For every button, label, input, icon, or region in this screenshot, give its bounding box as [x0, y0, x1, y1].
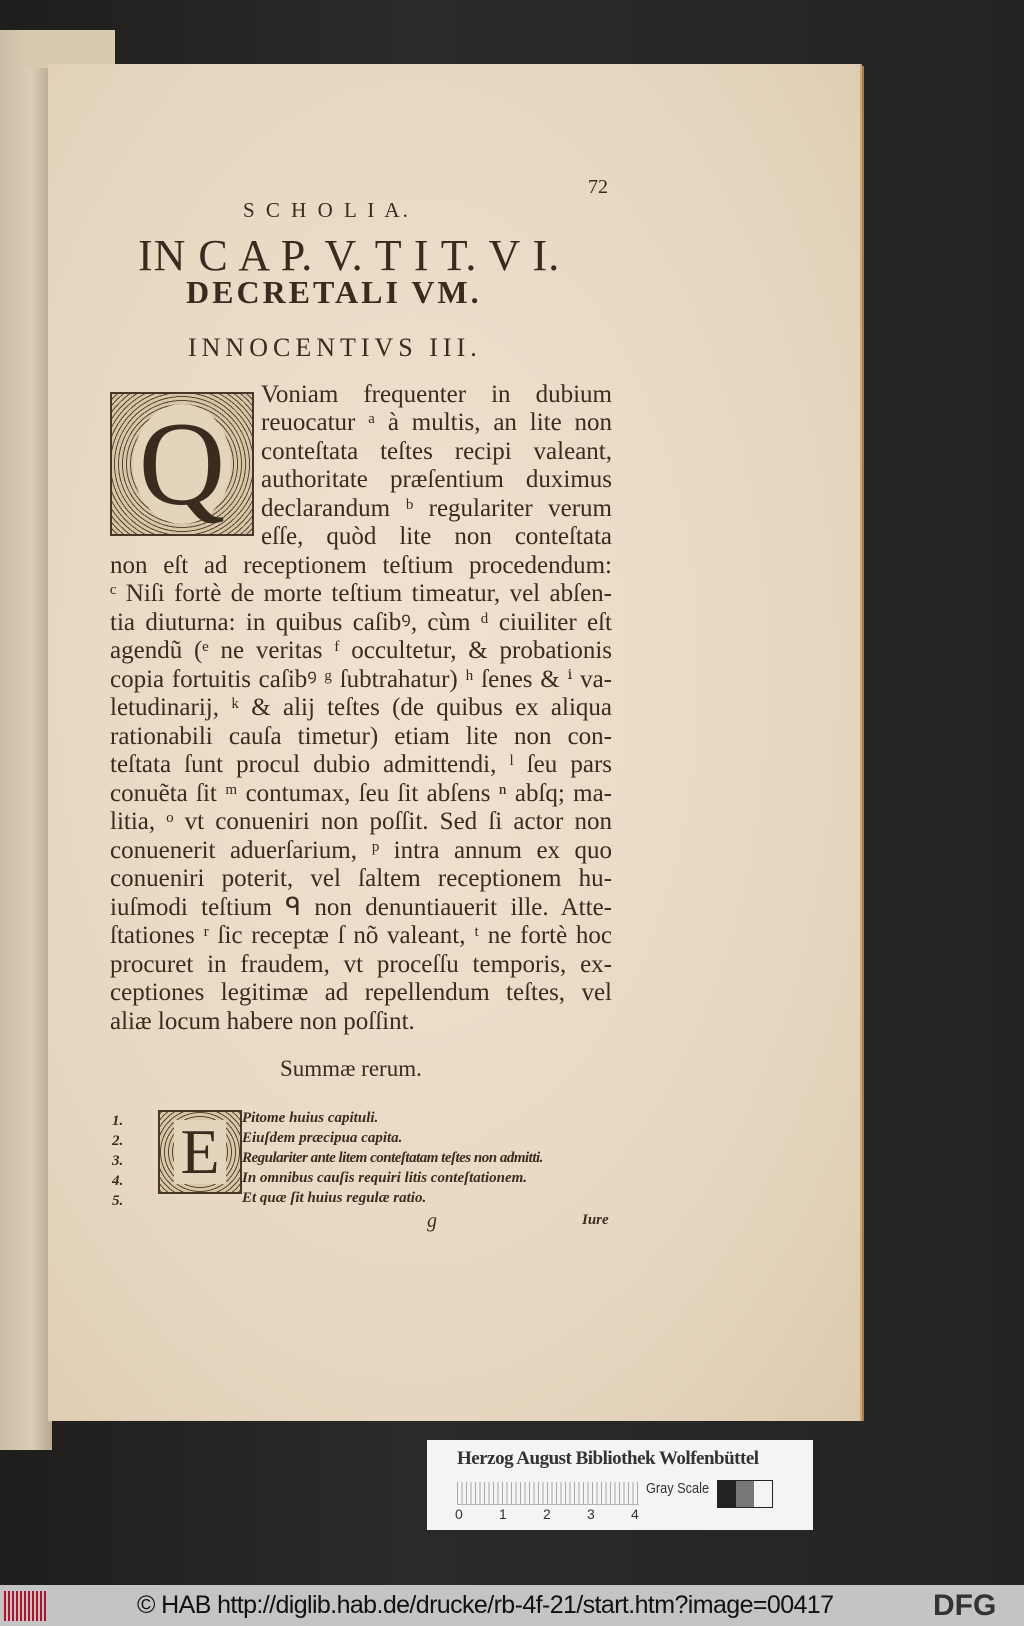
- body-line: eſſe, quòd lite non conteſtata: [261, 523, 612, 550]
- paper-tab: [20, 30, 115, 68]
- body-line: ceptiones legitimæ ad repellendum teſtes, vel: [110, 979, 612, 1006]
- heading-scholia: S C H O L I A.: [243, 198, 411, 222]
- body-line: conuẽta ſit ᵐ contumax, ſeu ſit abſens ⁿ abſq; ma-: [110, 780, 612, 807]
- footer-bar: [0, 1585, 1024, 1626]
- signature-mark: g: [427, 1210, 437, 1232]
- summary-num: 3.: [112, 1153, 124, 1169]
- body-line: agendũ (ᵉ ne veritas ᶠ occultetur, & probationis: [110, 637, 612, 664]
- body-line: teſtata ſunt procul dubio admittendi, ˡ ſeu pars: [110, 751, 612, 778]
- heading-author: INNOCENTIVS III.: [188, 333, 482, 362]
- body-line: ᶜ Niſi fortè de morte teſtium timeatur, vel abſen-: [110, 580, 612, 607]
- ruler-tick: 3: [587, 1506, 595, 1522]
- catchword: Iure: [582, 1212, 609, 1228]
- body-line: declarandum ᵇ regulariter verum: [261, 495, 612, 522]
- body-line: ſtationes ʳ ſic receptæ ſ nõ valeant, ᵗ ne fortè hoc: [110, 922, 612, 949]
- drop-cap-e: E: [158, 1110, 242, 1194]
- body-line: Voniam frequenter in dubium: [261, 381, 612, 408]
- ruler: [457, 1482, 639, 1505]
- body-line: authoritate præſentium duximus: [261, 466, 612, 493]
- ruler-tick: 2: [543, 1506, 551, 1522]
- hab-logo-icon: [4, 1591, 46, 1621]
- body-line: letudinarij, ᵏ & alij teſtes (de quibus ex aliqua: [110, 694, 612, 721]
- left-page-edge: [0, 30, 52, 1450]
- summary-item: Pitome huius capituli.: [242, 1110, 379, 1126]
- summary-item: Regulariter ante litem conteſtatam teſtes non admitti.: [242, 1150, 543, 1166]
- body-line: conuenerit aduerſarium, ᵖ intra annum ex quo: [110, 837, 612, 864]
- heading-title: IN C A P. V. T I T. V I.: [138, 231, 561, 280]
- drop-cap-q: Q: [110, 392, 254, 536]
- summary-num: 4.: [112, 1173, 124, 1189]
- body-line: copia fortuitis caſibꝰ ᵍ ſubtrahatur) ʰ ſenes & ⁱ va-: [110, 666, 612, 693]
- summary-num: 1.: [112, 1113, 124, 1129]
- summary-num: 5.: [112, 1193, 124, 1209]
- summary-heading: Summæ rerum.: [280, 1056, 422, 1081]
- summary-item: In omnibus cauſis requiri litis conteſtationem.: [242, 1170, 528, 1186]
- body-line: procuret in fraudem, vt proceſſu temporis, ex-: [110, 951, 612, 978]
- heading-subtitle: DECRETALI VM.: [186, 274, 482, 310]
- library-color-chart: [427, 1440, 813, 1530]
- gray-scale-swatch: [717, 1480, 773, 1508]
- gray-scale-label: Gray Scale: [646, 1480, 710, 1497]
- ruler-tick: 0: [455, 1506, 463, 1522]
- summary-item: Et quæ ſit huius regulæ ratio.: [242, 1190, 427, 1206]
- body-line: tia diuturna: in quibus caſibꝰ, cùm ᵈ ciuiliter eſt: [110, 609, 612, 636]
- copyright-url[interactable]: © HAB http://diglib.hab.de/drucke/rb-4f-21/start.htm?image=00417: [137, 1591, 834, 1619]
- page-number: 72: [588, 176, 608, 198]
- summary-num: 2.: [112, 1133, 124, 1149]
- body-line: iuſmodi teſtium ᑫ non denuntiauerit ille. Atte-: [110, 894, 612, 921]
- ruler-tick: 4: [631, 1506, 639, 1522]
- body-line: aliæ locum habere non poſſint.: [110, 1008, 415, 1035]
- body-line: reuocatur ᵃ à multis, an lite non: [261, 409, 612, 436]
- dfg-logo: DFG: [933, 1589, 997, 1622]
- summary-item: Eiuſdem præcipua capita.: [242, 1130, 403, 1146]
- body-line: rationabili cauſa timetur) etiam lite non con-: [110, 723, 612, 750]
- body-line: conteſtata teſtes recipi valeant,: [261, 438, 612, 465]
- body-line: conueniri poterit, vel ſaltem receptionem hu-: [110, 865, 612, 892]
- ruler-tick: 1: [499, 1506, 507, 1522]
- body-line: litia, ᵒ vt conueniri non poſſit. Sed ſi actor non: [110, 808, 612, 835]
- library-name: Herzog August Bibliothek Wolfenbüttel: [457, 1448, 759, 1469]
- body-line: non eſt ad receptionem teſtium procedendum:: [110, 552, 612, 579]
